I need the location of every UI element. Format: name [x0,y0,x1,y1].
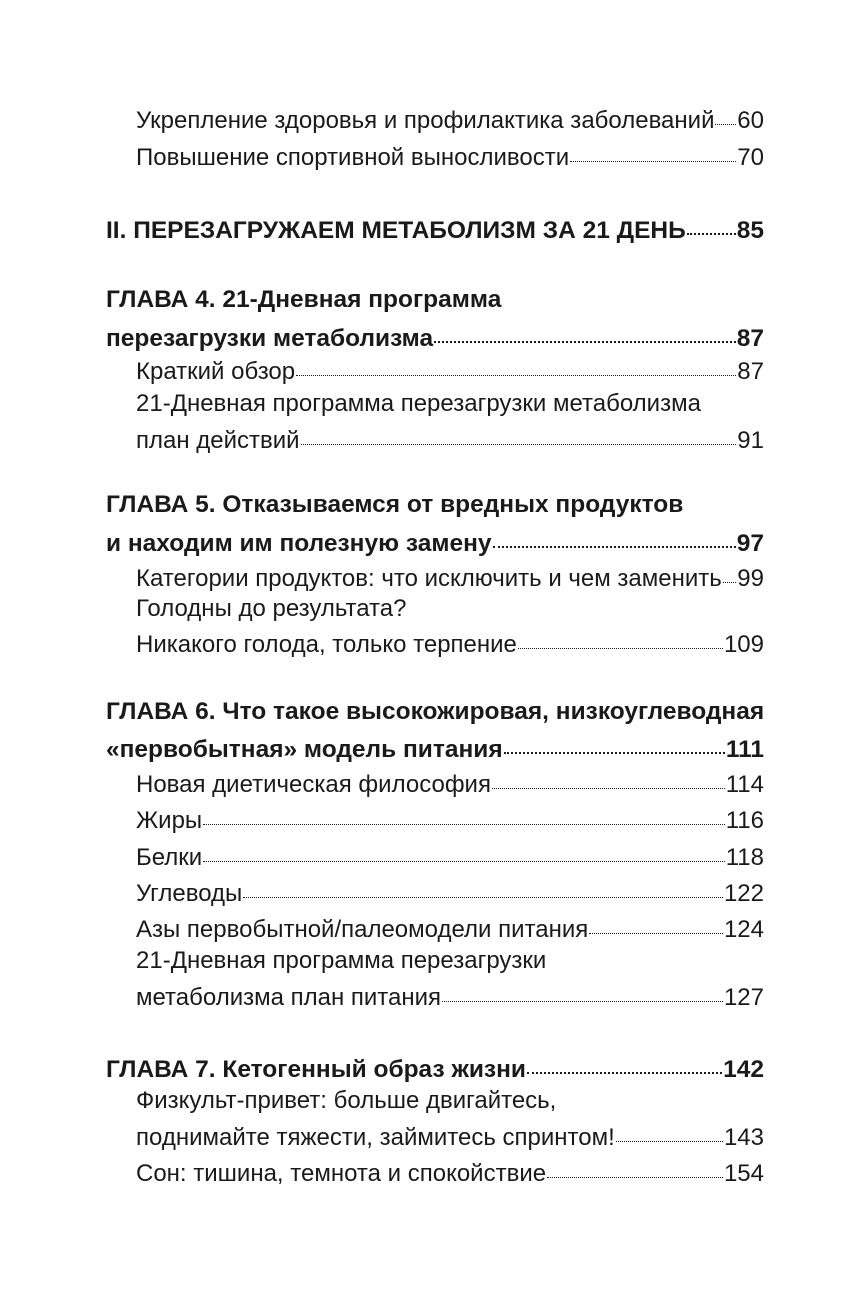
toc-page-number: 60 [737,107,764,134]
toc-page-number: 127 [723,984,764,1011]
toc-page-number: 122 [723,880,764,907]
toc-entry[interactable] [136,562,764,591]
toc-leader-dots [434,321,736,346]
toc-page-number: 114 [725,771,764,798]
toc-chapter-entry[interactable] [106,526,764,556]
toc-entry[interactable] [136,768,764,797]
toc-entry[interactable] [136,1157,764,1186]
toc-entry[interactable] [136,1121,764,1150]
toc-entry[interactable] [136,804,764,833]
toc-entry-title: Категории продуктов: что исключить и чем заменить [136,565,722,592]
toc-leader-dots [504,732,725,757]
toc-entry-title-line[interactable]: Физкульт-привет: больше двигайтесь, [136,1087,557,1114]
toc-page-number: 70 [737,144,764,171]
toc-entry[interactable] [136,877,764,906]
toc-chapter-entry[interactable] [106,321,764,351]
toc-leader-dots [616,1121,723,1145]
toc-page-number: 118 [725,844,764,871]
toc-entry-title: Белки [136,844,203,871]
toc-leader-dots [442,981,723,1005]
toc-leader-dots [243,877,723,901]
toc-leader-dots [493,526,736,551]
toc-chapter-title: «первобытная» модель питания [106,735,503,763]
toc-page-number: 85 [736,216,764,244]
toc-chapter-title: перезагрузки метаболизма [106,324,434,352]
toc-entry-title-line[interactable]: Голодны до результата? [136,595,407,622]
toc-entry-title: Азы первобытной/палеомодели питания [136,916,589,943]
toc-leader-dots [492,768,725,792]
toc-part-heading[interactable] [106,213,764,243]
toc-entry[interactable] [136,355,764,384]
toc-leader-dots [203,804,725,828]
toc-leader-dots [687,213,736,238]
toc-page-number: 142 [723,1055,764,1083]
toc-chapter-title: и находим им полезную замену [106,529,492,557]
toc-entry-title: Краткий обзор [136,358,296,385]
toc-entry-title: Повышение спортивной выносливости [136,144,570,171]
toc-page-number: 99 [737,565,764,592]
toc-entry-title: Сон: тишина, темнота и спокойствие [136,1160,547,1187]
toc-page-number: 87 [736,324,764,352]
toc-leader-dots [589,913,723,937]
toc-leader-dots [203,841,725,865]
toc-entry[interactable] [136,628,764,657]
toc-entry[interactable] [136,841,764,870]
toc-entry[interactable] [136,104,764,133]
toc-page-number: 111 [725,735,764,763]
toc-chapter-title-line[interactable]: ГЛАВА 6. Что такое высокожировая, низкоуглеводная [106,698,765,725]
toc-part-title: II. ПЕРЕЗАГРУЖАЕМ МЕТАБОЛИЗМ ЗА 21 ДЕНЬ [106,216,686,244]
toc-leader-dots [570,141,736,165]
toc-page-number: 154 [723,1160,764,1187]
toc-leader-dots [527,1052,722,1077]
toc-chapter-title-line[interactable]: ГЛАВА 4. 21-Дневная программа [106,286,502,313]
toc-entry-title: Углеводы [136,880,243,907]
toc-leader-dots [715,104,736,128]
toc-page-number: 109 [723,631,764,658]
toc-leader-dots [296,355,736,379]
toc-chapter-title-line[interactable]: ГЛАВА 5. Отказываемся от вредных продуктов [106,491,684,518]
toc-entry[interactable] [136,913,764,942]
toc-page-number: 124 [723,916,764,943]
toc-entry-title: поднимайте тяжести, займитесь спринтом! [136,1124,615,1151]
toc-entry[interactable] [136,141,764,170]
toc-entry-title: Новая диетическая философия [136,771,491,798]
toc-entry-title: Жиры [136,807,203,834]
toc-entry-title-line[interactable]: 21-Дневная программа перезагрузки [136,947,547,974]
toc-chapter-entry[interactable] [106,1052,764,1082]
toc-leader-dots [723,562,737,586]
toc-leader-dots [301,424,737,448]
toc-leader-dots [518,628,723,652]
toc-leader-dots [547,1157,723,1181]
toc-entry-title: Никакого голода, только терпение [136,631,517,658]
toc-entry-title-line[interactable]: 21-Дневная программа перезагрузки метаболизма [136,390,701,417]
toc-entry-title: план действий [136,427,300,454]
toc-entry-title: Укрепление здоровья и профилактика заболеваний [136,107,715,134]
toc-page-number: 87 [737,358,764,385]
toc-page-number: 143 [723,1124,764,1151]
toc-page-number: 91 [737,427,764,454]
toc-page-number: 97 [736,529,764,557]
toc-entry[interactable] [136,424,764,453]
toc-page-number: 116 [725,807,764,834]
toc-entry[interactable] [136,981,764,1010]
toc-entry-title: метаболизма план питания [136,984,442,1011]
toc-chapter-title: ГЛАВА 7. Кетогенный образ жизни [106,1055,526,1083]
toc-chapter-entry[interactable] [106,732,764,762]
